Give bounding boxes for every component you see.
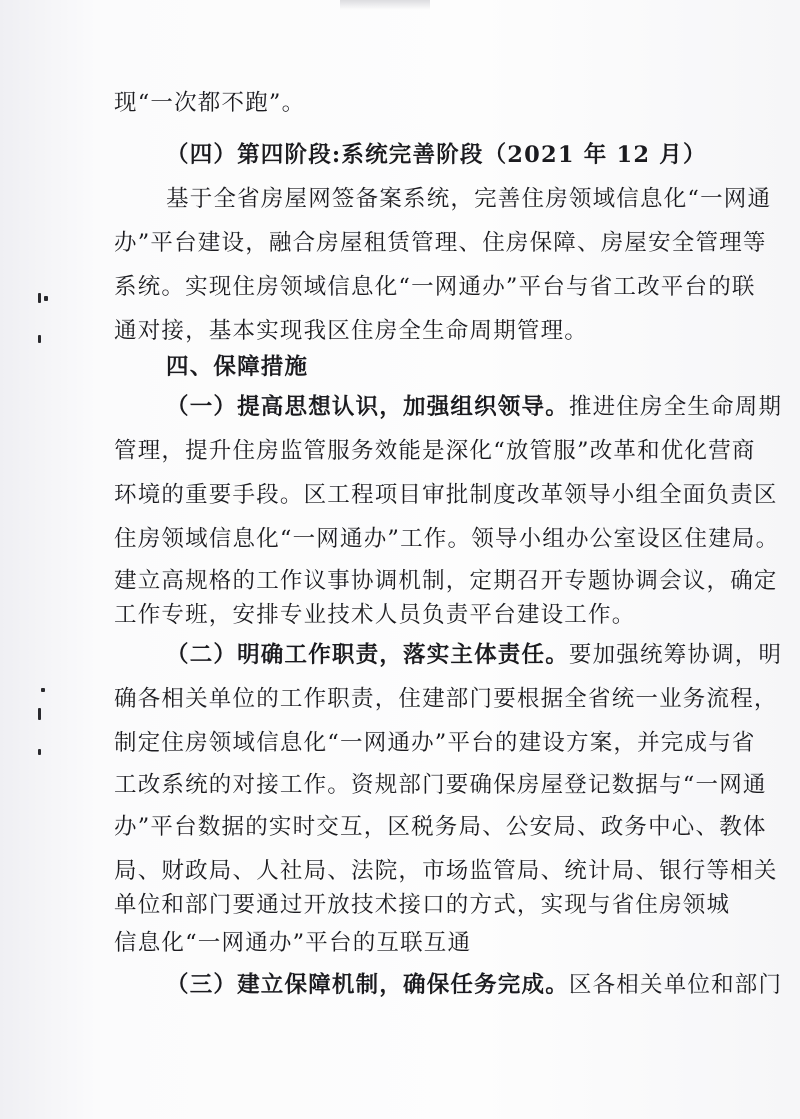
section-heading: 四、保障措施 bbox=[166, 354, 309, 380]
scan-mark bbox=[38, 293, 41, 303]
text-line: 信息化“一网通办”平台的互联互通 bbox=[114, 930, 472, 956]
text-line: 制定住房领域信息化“一网通办”平台的建设方案，并完成与省 bbox=[114, 730, 756, 756]
paragraph-line-with-heading bbox=[166, 640, 783, 670]
text-line: 工改系统的对接工作。资规部门要确保房屋登记数据与“一网通 bbox=[114, 772, 767, 798]
text-line: 工作专班，安排专业技术人员负责平台建设工作。 bbox=[114, 602, 636, 628]
text-line: 基于全省房屋网签备案系统，完善住房领域信息化“一网通 bbox=[166, 186, 772, 212]
paragraph-line-with-heading bbox=[166, 392, 783, 422]
subsection-text: 推进住房全生命周期 bbox=[568, 394, 783, 420]
scan-mark bbox=[38, 335, 41, 343]
text-line: 系统。实现住房领域信息化“一网通办”平台与省工改平台的联 bbox=[114, 274, 756, 300]
text-line: 通对接，基本实现我区住房全生命周期管理。 bbox=[114, 318, 589, 344]
text-line: 确各相关单位的工作职责，住建部门要根据全省统一业务流程， bbox=[114, 686, 778, 712]
text-line: 办”平台建设，融合房屋租赁管理、住房保障、房屋安全管理等 bbox=[114, 230, 767, 256]
text-line: 环境的重要手段。区工程项目审批制度改革领导小组全面负责区 bbox=[114, 482, 778, 508]
stage-heading: （四）第四阶段:系统完善阶段（2021 年 12 月） bbox=[166, 142, 707, 168]
text-line: 现“一次都不跑”。 bbox=[114, 90, 306, 116]
subsection-heading: （一）提高思想认识，加强组织领导。 bbox=[166, 394, 569, 420]
text-line: 建立高规格的工作议事协调机制，定期召开专题协调会议，确定 bbox=[114, 568, 778, 594]
subsection-heading: （二）明确工作职责，落实主体责任。 bbox=[166, 642, 569, 668]
subsection-text: 区各相关单位和部门 bbox=[568, 972, 783, 998]
paragraph-line-with-heading bbox=[166, 970, 783, 1000]
scan-mark bbox=[38, 749, 41, 755]
scan-mark bbox=[41, 688, 45, 692]
scan-mark bbox=[44, 296, 48, 301]
text-line: 管理，提升住房监管服务效能是深化“放管服”改革和优化营商 bbox=[114, 438, 756, 464]
subsection-text: 要加强统筹协调，明 bbox=[568, 642, 783, 668]
scan-mark bbox=[38, 708, 41, 720]
text-line: 单位和部门要通过开放技术接口的方式，实现与省住房领城 bbox=[114, 892, 731, 918]
subsection-heading: （三）建立保障机制，确保任务完成。 bbox=[166, 972, 569, 998]
scan-artifact bbox=[340, 0, 430, 10]
text-line: 局、财政局、人社局、法院，市场监管局、统计局、银行等相关 bbox=[114, 858, 778, 884]
text-line: 住房领域信息化“一网通办”工作。领导小组办公室设区住建局。 bbox=[114, 526, 780, 552]
text-line: 办”平台数据的实时交互，区税务局、公安局、政务中心、教体 bbox=[114, 814, 767, 840]
